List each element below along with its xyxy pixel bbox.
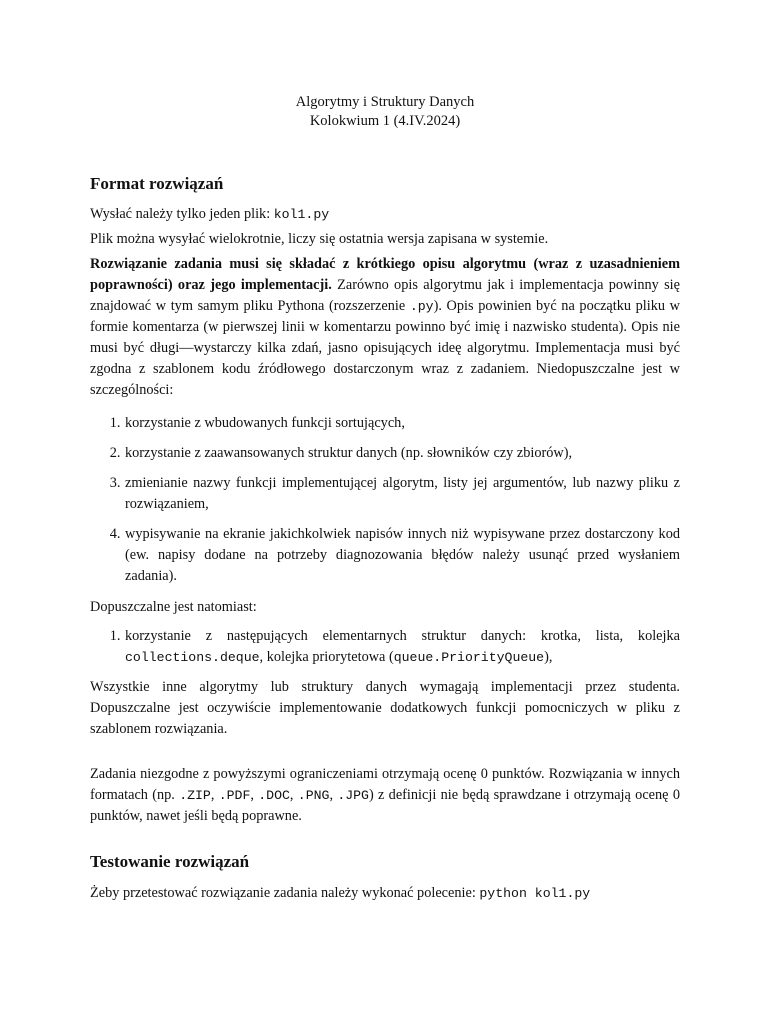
paragraph-other-structures: Wszystkie inne algorytmy lub struktury danych wymagają implementacji przez studenta. Dopuszczalne jest oczywiście implementowanie dodatkowych funkcji pomocniczych w pliku z szablonem rozwiązania. (90, 679, 680, 737)
paragraph-multiple-uploads: Plik można wysyłać wielokrotnie, liczy się ostatnia wersja zapisana w systemie. (90, 231, 549, 247)
code-deque: collections.deque (125, 650, 260, 665)
paragraph-allowed-intro: Dopuszczalne jest natomiast: (90, 599, 257, 615)
filename: kol1.py (273, 207, 330, 222)
forbidden-list (90, 413, 680, 587)
bold-requirement: Rozwiązanie zadania musi się składać z krótkiego opisu algorytmu (wraz z uzasadnieniem poprawności) oraz jego implementacji. (90, 256, 680, 293)
document-page (90, 0, 680, 908)
paragraph-invalid-formats: Zadania niezgodne z powyższymi ograniczeniami otrzymają ocenę 0 punktów. Rozwiązania w innych formatach (np. .ZIP, .PDF, .DOC, .PNG, .JPG) z definicji nie będą sprawdzane i otrzymają ocenę 0 punktów, nawet jeśli będą poprawne. (90, 766, 680, 824)
list-item: 1. korzystanie z wbudowanych funkcji sortujących, (124, 413, 680, 434)
section-heading-format: Format rozwiązań (90, 174, 224, 193)
allowed-list (90, 626, 680, 668)
list-item: 4. wypisywanie na ekranie jakichkolwiek napisów innych niż wypisywane przez dostarczony kod (ew. napisy dodane na potrzeby diagnozowania błędów należy usunąć przed wysłaniem zadania). (124, 524, 680, 587)
title-block (90, 93, 680, 131)
list-item: 3. zmienianie nazwy funkcji implementującej algorytm, listy jej argumentów, lub nazwy pliku z rozwiązaniem, (124, 473, 680, 515)
paragraph-testing-command: Żeby przetestować rozwiązanie zadania należy wykonać polecenie: python kol1.py (90, 885, 591, 901)
code-priority-queue: queue.PriorityQueue (393, 650, 545, 665)
list-item: 1. korzystanie z następujących elementarnych struktur danych: krotka, lista, kolejka collections.deque, kolejka priorytetowa (queue.PriorityQueue), (124, 626, 680, 668)
list-item: 2. korzystanie z zaawansowanych struktur danych (np. słowników czy zbiorów), (124, 443, 680, 464)
section-heading-testing: Testowanie rozwiązań (90, 852, 250, 871)
command-code: python kol1.py (479, 886, 591, 901)
document-subtitle: Kolokwium 1 (4.IV.2024) (309, 113, 461, 129)
extension-py: .py (409, 299, 434, 314)
document-title: Algorytmy i Struktury Danych (295, 94, 475, 110)
paragraph-solution-requirements: Rozwiązanie zadania musi się składać z krótkiego opisu algorytmu (wraz z uzasadnieniem poprawności) oraz jego implementacji. Zarówno opis algorytmu jak i implementacja powinny się znajdować w tym samym pliku Pythona (rozszerzenie .py). Opis powinien być na początku pliku w formie komentarza (w pierwszej linii w komentarzu powinno być imię i nazwisko studenta). Opis nie musi być długi—wystarczy kilka zdań, jasno opisujących ideę algorytmu. Implementacja musi być zgodna z szablonem kodu źródłowego dostarczonym wraz z zadaniem. Niedopuszczalne jest w szczególności: (90, 256, 681, 398)
paragraph-single-file: Wysłać należy tylko jeden plik: kol1.py (90, 206, 330, 222)
